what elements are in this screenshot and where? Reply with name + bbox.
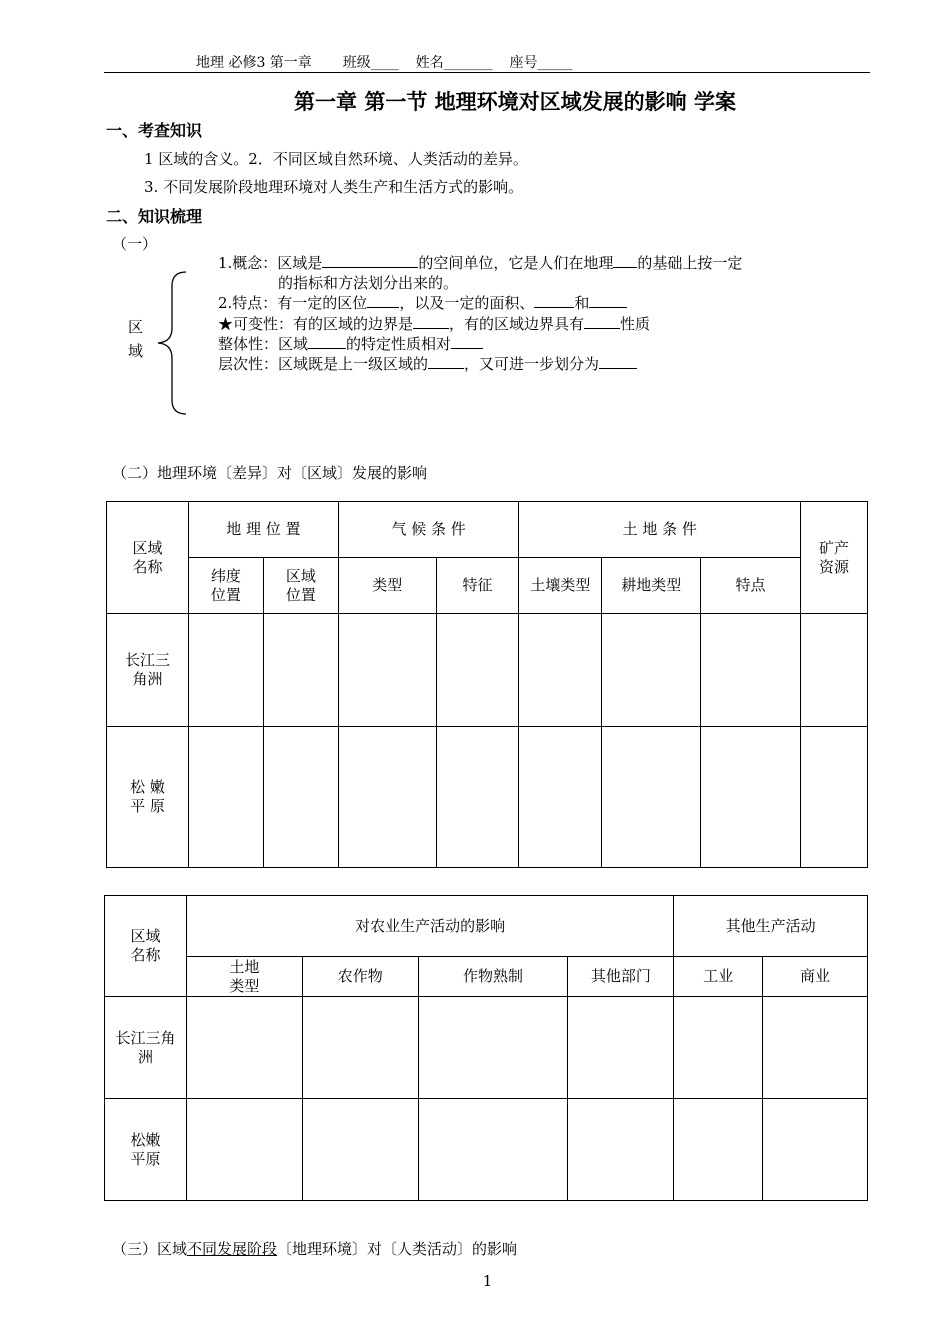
blank <box>413 314 449 329</box>
answer-cell[interactable] <box>674 1099 763 1201</box>
climate-type-header: 类型 <box>338 558 436 614</box>
answer-cell[interactable] <box>763 997 868 1099</box>
blank <box>367 293 399 308</box>
agriculture-impact-header: 对农业生产活动的影响 <box>186 896 673 957</box>
cropping-system-header: 作物熟制 <box>418 957 568 997</box>
blank <box>308 334 346 349</box>
answer-cell[interactable] <box>519 727 602 868</box>
subsection-one-label: （一） <box>112 235 158 253</box>
land-type-header: 土地类型 <box>186 957 302 997</box>
answer-cell[interactable] <box>418 997 568 1099</box>
blank <box>322 253 418 268</box>
answer-cell[interactable] <box>302 997 418 1099</box>
answer-cell[interactable] <box>338 614 436 727</box>
farmland-type-header: 耕地类型 <box>602 558 701 614</box>
answer-cell[interactable] <box>188 727 263 868</box>
activity-table <box>104 895 868 1201</box>
name-label: 姓名_______ <box>415 55 493 71</box>
table-row-label: 长江三角洲 <box>107 614 189 727</box>
answer-cell[interactable] <box>519 614 602 727</box>
table-row-label: 松 嫩 平 原 <box>107 727 189 868</box>
section2-heading: 二、知识梳理 <box>106 207 203 226</box>
table-row-label: 长江三角洲 <box>105 997 187 1099</box>
blank <box>428 354 464 369</box>
region-name-header: 区域名称 <box>105 896 187 997</box>
blank <box>451 334 483 349</box>
answer-cell[interactable] <box>568 1099 674 1201</box>
latitude-header: 纬度位置 <box>188 558 263 614</box>
answer-cell[interactable] <box>674 997 763 1099</box>
concept-line2: 的指标和方法划分出来的。 <box>278 274 459 292</box>
header-rule <box>104 72 870 73</box>
blank <box>613 253 637 268</box>
answer-cell[interactable] <box>338 727 436 868</box>
integrity-line: 整体性：区域 的特定性质相对 <box>218 333 483 354</box>
answer-cell[interactable] <box>418 1099 568 1201</box>
table-row-label: 松嫩平原 <box>105 1099 187 1201</box>
answer-cell[interactable] <box>186 997 302 1099</box>
answer-cell[interactable] <box>186 1099 302 1201</box>
hierarchy-line: 层次性：区域既是上一级区域的 ，又可进一步划分为 <box>218 353 637 374</box>
climate-header: 气 候 条 件 <box>338 502 519 558</box>
blank <box>599 354 637 369</box>
answer-cell[interactable] <box>602 614 701 727</box>
course-label: 地理 必修3 第一章 <box>196 55 312 71</box>
answer-cell[interactable] <box>188 614 263 727</box>
answer-cell[interactable] <box>436 727 519 868</box>
page-number: 1 <box>482 1272 493 1290</box>
climate-feature-header: 特征 <box>436 558 519 614</box>
land-characteristics-header: 特点 <box>701 558 801 614</box>
soil-type-header: 土壤类型 <box>519 558 602 614</box>
concept-line: 1.概念：区域是 的空间单位，它是人们在地理 的基础上按一定 <box>218 254 743 272</box>
section1-line1: 1 区域的含义。2．不同区域自然环境、人类活动的差异。 <box>144 150 528 168</box>
blank <box>534 293 574 308</box>
curly-brace-icon <box>152 270 192 416</box>
feature-line: 2.特点：有一定的区位 ，以及一定的面积、 和 <box>218 292 627 313</box>
answer-cell[interactable] <box>568 997 674 1099</box>
answer-cell[interactable] <box>602 727 701 868</box>
answer-cell[interactable] <box>436 614 519 727</box>
variability-line: ★可变性：有的区域的边界是 ，有的区域边界具有 性质 <box>218 315 651 333</box>
page-title: 第一章 第一节 地理环境对区域发展的影响 学案 <box>294 90 736 114</box>
blank <box>584 314 620 329</box>
land-header: 土 地 条 件 <box>519 502 801 558</box>
subsection-three-heading: （三）区域不同发展阶段〔地理环境〕对〔人类活动〕的影响 <box>112 1240 518 1258</box>
location-header: 地 理 位 置 <box>188 502 338 558</box>
environment-table <box>106 501 868 868</box>
seat-label: 座号_____ <box>509 55 573 71</box>
minerals-header: 矿产资源 <box>800 502 867 614</box>
answer-cell[interactable] <box>800 614 867 727</box>
other-departments-header: 其他部门 <box>568 957 674 997</box>
class-label: 班级____ <box>342 55 399 71</box>
region-name-header: 区域名称 <box>107 502 189 614</box>
brace-label-bottom: 域 <box>128 342 144 360</box>
section1-line2: 3. 不同发展阶段地理环境对人类生产和生活方式的影响。 <box>144 178 524 196</box>
industry-header: 工业 <box>674 957 763 997</box>
answer-cell[interactable] <box>263 614 338 727</box>
commerce-header: 商业 <box>763 957 868 997</box>
doc-header <box>196 52 573 72</box>
subsection-two-heading: （二）地理环境〔差异〕对〔区域〕发展的影响 <box>112 464 428 482</box>
other-production-header: 其他生产活动 <box>674 896 868 957</box>
answer-cell[interactable] <box>800 727 867 868</box>
answer-cell[interactable] <box>701 614 801 727</box>
brace-label-top: 区 <box>128 318 144 336</box>
regional-position-header: 区域位置 <box>263 558 338 614</box>
answer-cell[interactable] <box>763 1099 868 1201</box>
section1-heading: 一、考查知识 <box>106 121 203 140</box>
answer-cell[interactable] <box>701 727 801 868</box>
answer-cell[interactable] <box>263 727 338 868</box>
blank <box>589 293 627 308</box>
answer-cell[interactable] <box>302 1099 418 1201</box>
crops-header: 农作物 <box>302 957 418 997</box>
